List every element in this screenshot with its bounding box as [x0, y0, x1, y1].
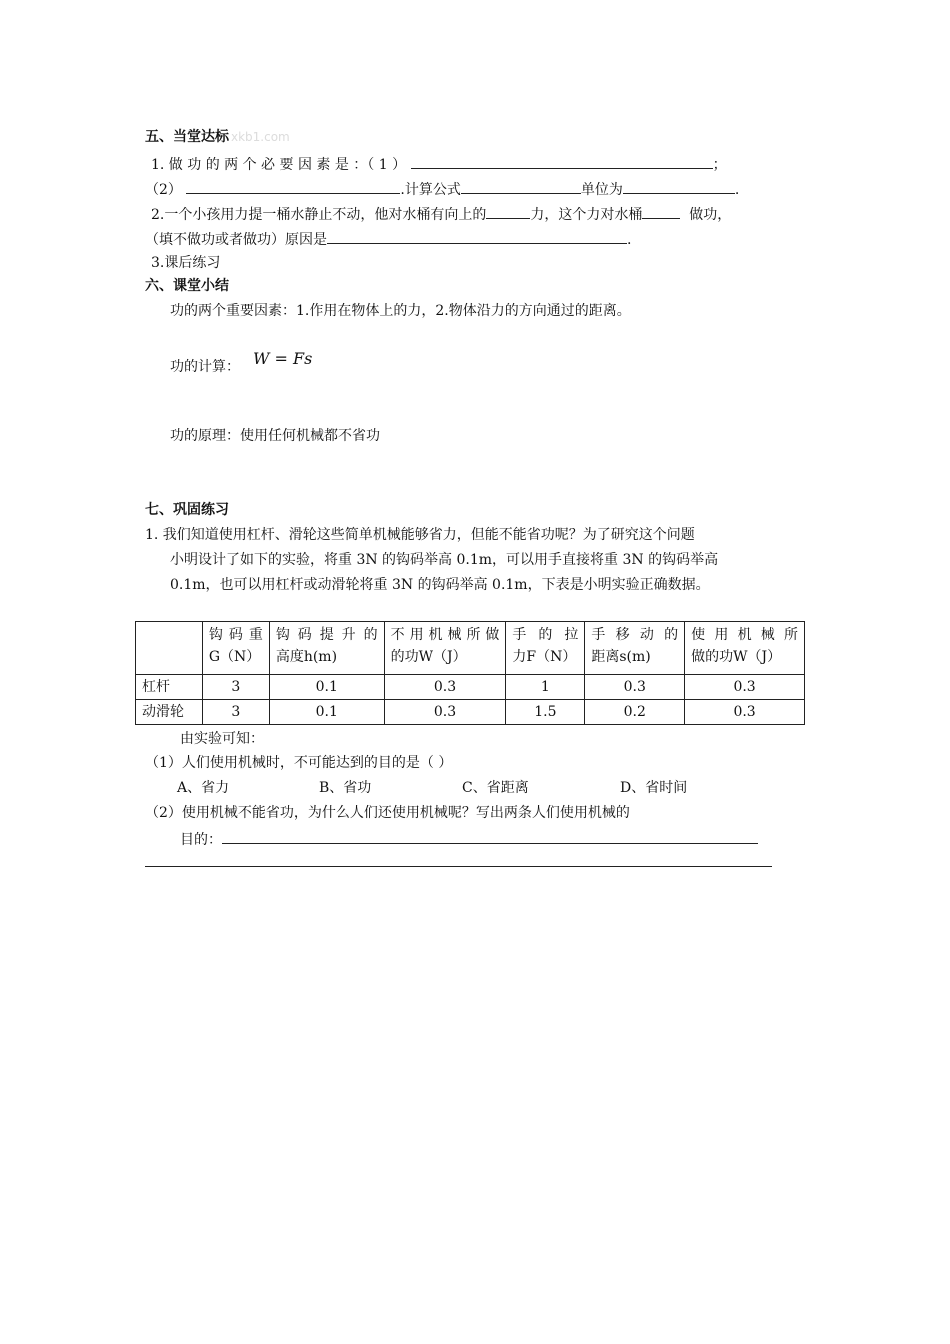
exercise-paragraph-line-2: 小明设计了如下的实验，将重 3N 的钩码举高 0.1m，可以用手直接将重 3N 的钩码举高 — [170, 552, 719, 568]
table-row — [136, 675, 805, 700]
table-cell: 0.3 — [384, 675, 506, 700]
work-formula: W = Fs — [253, 349, 313, 368]
table-cell: 0.3 — [685, 700, 805, 725]
purpose-blank[interactable] — [222, 829, 758, 844]
table-cell: 0.1 — [269, 675, 384, 700]
table-cell: 3 — [202, 700, 269, 725]
table-cell: 1 — [506, 675, 585, 700]
option-d[interactable]: D、省时间 — [620, 780, 688, 796]
experiment-data-table — [135, 621, 805, 725]
section-7-title: 七、巩固练习 — [145, 502, 229, 518]
sub-question-1: （1）人们使用机械时，不可能达到的目的是（ ） — [145, 755, 453, 771]
table-cell: 0.1 — [269, 700, 384, 725]
summary-line-3: 功的原理：使用任何机械都不省功 — [170, 428, 380, 444]
formula-blank[interactable] — [461, 179, 581, 194]
question-1-line-1: 1. 做 功 的 两 个 必 要 因 素 是 ：（ 1 ） ； — [151, 154, 727, 174]
table-header-row — [136, 622, 805, 675]
table-cell: 1.5 — [506, 700, 585, 725]
option-c[interactable]: C、省距离 — [462, 780, 529, 796]
question-3: 3.课后练习 — [151, 255, 221, 271]
work-blank[interactable] — [642, 204, 680, 219]
table-cell: 0.2 — [585, 700, 685, 725]
section-6-title: 六、课堂小结 — [145, 278, 229, 294]
table-cell: 0.3 — [585, 675, 685, 700]
table-row — [136, 700, 805, 725]
question-2-line-1: 2.一个小孩用力提一桶水静止不动，他对水桶有向上的 力，这个力对水桶 做功， — [151, 204, 731, 224]
reason-blank[interactable] — [327, 229, 627, 244]
purpose-line: 目的： — [180, 829, 758, 849]
header-cell: 钩码提升的 高度h(m) — [269, 622, 384, 675]
table-cell: 3 — [202, 675, 269, 700]
option-a[interactable]: A、省力 — [177, 780, 230, 796]
watermark: xkb1.com — [231, 130, 290, 144]
header-cell: 手的拉 力F（N） — [506, 622, 585, 675]
purpose-blank-line-2[interactable] — [145, 852, 772, 867]
answer-blank[interactable] — [186, 179, 400, 194]
table-cell: 0.3 — [384, 700, 506, 725]
answer-blank[interactable] — [411, 154, 713, 169]
row-label: 杠杆 — [136, 675, 203, 700]
header-cell: 使用机械所 做的功W（J） — [685, 622, 805, 675]
header-cell: 钩码重 G（N） — [202, 622, 269, 675]
exercise-paragraph-line-3: 0.1m，也可以用杠杆或动滑轮将重 3N 的钩码举高 0.1m，下表是小明实验正确数据。 — [170, 577, 710, 593]
row-label: 动滑轮 — [136, 700, 203, 725]
summary-line-2-label: 功的计算： — [170, 359, 240, 375]
sub-question-2: （2）使用机械不能省功，为什么人们还使用机械呢？写出两条人们使用机械的 — [145, 805, 630, 821]
question-2-line-2: （填不做功或者做功）原因是 . — [145, 229, 631, 249]
option-b[interactable]: B、省功 — [319, 780, 372, 796]
header-cell: 不用机械所做 的功W（J） — [384, 622, 506, 675]
exercise-paragraph-line-1: 1. 我们知道使用杠杆、滑轮这些简单机械能够省力，但能不能省功呢？为了研究这个问题 — [145, 527, 695, 543]
header-cell: 手移动的 距离s(m) — [585, 622, 685, 675]
conclusion-label: 由实验可知： — [180, 731, 264, 747]
header-cell — [136, 622, 203, 675]
section-5-title: 五、当堂达标 xkb1.com — [145, 129, 290, 145]
table-cell: 0.3 — [685, 675, 805, 700]
unit-blank[interactable] — [623, 179, 735, 194]
force-blank[interactable] — [486, 204, 530, 219]
question-1-line-2: （2） .计算公式 单位为 . — [145, 179, 739, 199]
summary-line-1: 功的两个重要因素：1.作用在物体上的力，2.物体沿力的方向通过的距离。 — [170, 303, 631, 319]
